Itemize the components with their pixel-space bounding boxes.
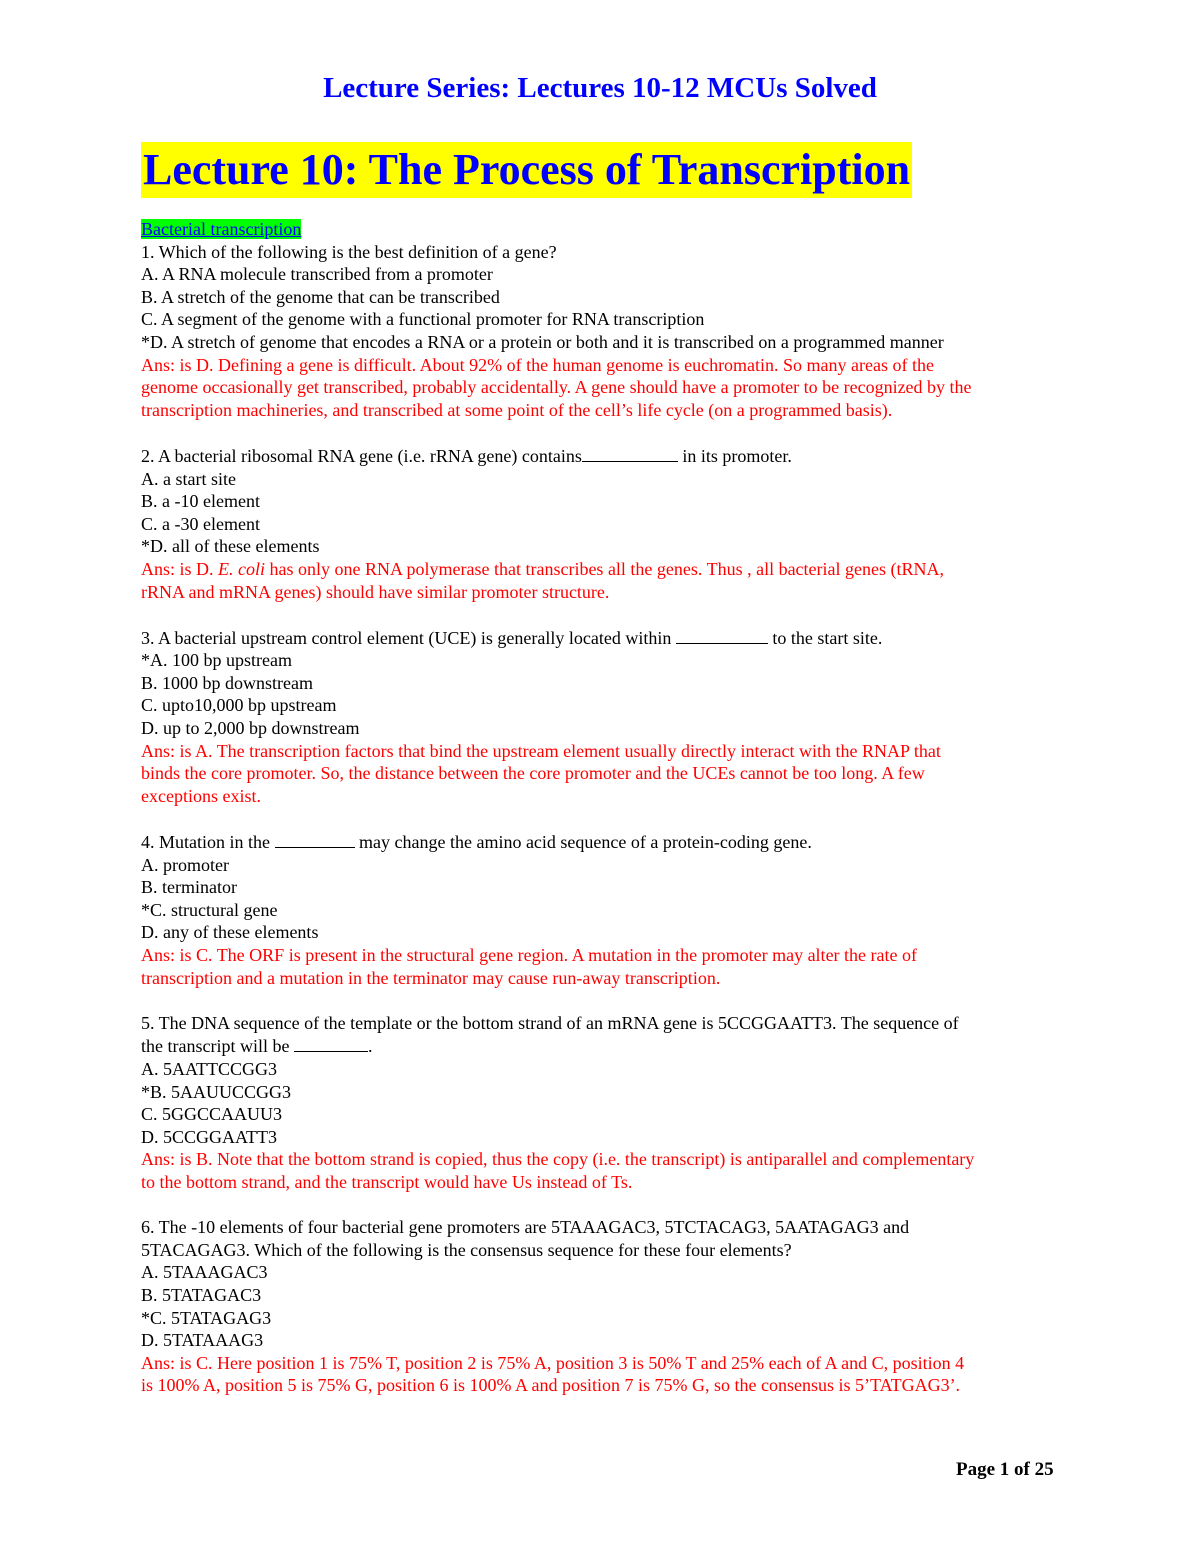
option: B. terminator xyxy=(141,877,237,898)
lecture-heading: Lecture 10: The Process of Transcription xyxy=(141,142,912,198)
option-correct: *D. all of these elements xyxy=(141,536,320,557)
answer-explanation: genome occasionally get transcribed, probably accidentally. A gene should have a promoter to be recognized by the xyxy=(141,377,972,398)
question-stem: 5. The DNA sequence of the template or the bottom strand of an mRNA gene is 5CCGGAATT3. The sequence of xyxy=(141,1012,959,1033)
answer-explanation: Ans: is C. The ORF is present in the structural gene region. A mutation in the promoter may alter the rate of xyxy=(141,945,918,965)
option: B. a -10 element xyxy=(141,491,260,512)
option: D. 5CCGGAATT3 xyxy=(141,1126,278,1147)
page-number: Page 1 of 25 xyxy=(956,1459,1054,1480)
option: A. a start site xyxy=(141,468,236,489)
option: B. 1000 bp downstream xyxy=(141,672,313,693)
answer-explanation: Ans: is D. Defining a gene is difficult. About 92% of the human genome is euchromatin. So many areas of the xyxy=(141,354,935,375)
question-4 xyxy=(141,830,1061,989)
fill-in-blank xyxy=(582,444,678,462)
option-correct: *B. 5AAUUCCGG3 xyxy=(141,1081,292,1102)
question-1 xyxy=(141,241,1061,422)
option: C. 5GGCCAAUU3 xyxy=(141,1104,283,1125)
question-6 xyxy=(141,1216,1061,1397)
section-tag: Bacterial transcription xyxy=(141,219,302,239)
fill-in-blank xyxy=(676,626,768,644)
option: B. A stretch of the genome that can be transcribed xyxy=(141,286,500,307)
question-stem: 4. Mutation in the may change the amino acid sequence of a protein-coding gene. xyxy=(141,832,812,853)
option: A. 5AATTCCGG3 xyxy=(141,1058,278,1079)
question-stem: 3. A bacterial upstream control element (UCE) is generally located within to the start site. xyxy=(141,627,883,648)
option-correct: *C. 5TATAGAG3 xyxy=(141,1307,272,1328)
option-correct: *A. 100 bp upstream xyxy=(141,650,292,671)
answer-explanation: rRNA and mRNA genes) should have similar promoter structure. xyxy=(141,581,610,602)
option: A. A RNA molecule transcribed from a promoter xyxy=(141,264,493,285)
question-stem: 6. The -10 elements of four bacterial gene promoters are 5TAAAGAC3, 5TCTACAG3, 5AATAGAG3 and xyxy=(141,1217,910,1238)
option: C. A segment of the genome with a functional promoter for RNA transcription xyxy=(141,309,705,330)
fill-in-blank xyxy=(275,830,355,848)
option: D. 5TATAAAG3 xyxy=(141,1330,264,1351)
answer-explanation: transcription machineries, and transcribed at some point of the cell’s life cycle (on a programmed basis). xyxy=(141,399,893,420)
option: C. upto10,000 bp upstream xyxy=(141,695,337,716)
option-correct: *C. structural gene xyxy=(141,899,278,920)
question-stem: the transcript will be . xyxy=(141,1036,373,1057)
fill-in-blank xyxy=(294,1034,368,1052)
answer-explanation: to the bottom strand, and the transcript would have Us instead of Ts. xyxy=(141,1171,633,1192)
option: A. 5TAAAGAC3 xyxy=(141,1262,268,1283)
question-3 xyxy=(141,626,1061,808)
answer-explanation: is 100% A, position 5 is 75% G, position 6 is 100% A and position 7 is 75% G, so the consensus is 5’TATGAG3’. xyxy=(141,1375,961,1396)
answer-explanation: binds the core promoter. So, the distance between the core promoter and the UCEs cannot be too long. A few xyxy=(141,763,925,784)
question-stem: 1. Which of the following is the best definition of a gene? xyxy=(141,241,557,262)
answer-explanation: exceptions exist. xyxy=(141,785,261,806)
answer-explanation: Ans: is B. Note that the bottom strand is copied, thus the copy (i.e. the transcript) is antiparallel and complementary xyxy=(141,1149,975,1170)
option: D. up to 2,000 bp downstream xyxy=(141,718,360,739)
option: C. a -30 element xyxy=(141,513,260,534)
series-title: Lecture Series: Lectures 10-12 MCUs Solved xyxy=(323,72,877,104)
answer-explanation: transcription and a mutation in the terminator may cause run-away transcription. xyxy=(141,967,721,988)
option-correct: *D. A stretch of genome that encodes a RNA or a protein or both and it is transcribed on a programmed manner xyxy=(141,331,944,352)
question-list xyxy=(141,218,1061,1397)
answer-explanation: Ans: is D. E. coli has only one RNA polymerase that transcribes all the genes. Thus , all bacterial genes (tRNA, xyxy=(141,558,945,579)
question-5 xyxy=(141,1012,1061,1194)
option: A. promoter xyxy=(141,854,229,875)
question-2 xyxy=(141,444,1061,603)
question-stem: 2. A bacterial ribosomal RNA gene (i.e. rRNA gene) contains in its promoter. xyxy=(141,445,792,466)
answer-explanation: Ans: is C. Here position 1 is 75% T, position 2 is 75% A, position 3 is 50% T and 25% each of A and C, position 4 xyxy=(141,1352,965,1373)
answer-explanation: Ans: is A. The transcription factors that bind the upstream element usually directly interact with the RNAP that xyxy=(141,740,941,761)
option: B. 5TATAGAC3 xyxy=(141,1284,262,1305)
option: D. any of these elements xyxy=(141,922,319,943)
question-stem: 5TACAGAG3. Which of the following is the consensus sequence for these four elements? xyxy=(141,1239,792,1260)
